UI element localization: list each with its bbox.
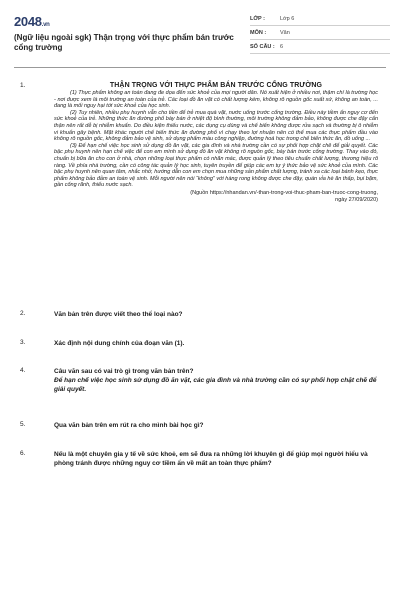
meta-key: SỐ CÂU : — [250, 43, 275, 50]
question-number: 4. — [20, 367, 26, 374]
meta-value: 6 — [280, 43, 284, 50]
source-line-1: (Nguồn https://nhandan.vn/-than-trong-voi-thuc-pham-ban-truoc-cong-truong, — [190, 189, 378, 196]
site-logo[interactable] — [14, 14, 50, 29]
passage-paragraph-1: (1) Thực phẩm không an toàn đang đe dọa đến sức khoẻ của mọi người dân. Nó xuất hiện ở nhiều nơi, thậm chí là trường học - nơi được xem là môi trường an toàn của trẻ. Các loại đồ ăn vặt có chất lượng kém, không rõ nguồn gốc xuất xứ, không an toàn, ... đang là mối nguy hại tới sức khoẻ của học sinh. — [54, 90, 378, 110]
passage-paragraph-3: (3) Để hạn chế việc học sinh sử dụng đồ ăn vặt, các gia đình và nhà trường cần có sự phối hợp chặt chẽ để giải quyết. Các bậc phụ huynh nên hạn chế việc để con em mình sử dụng đồ ăn vặt không rõ nguồn gốc, bày bán trước cổng trường. Thay vào đó, chuẩn bị bữa ăn cho con ở nhà, chọn những loại thực phẩm có nhãn mác, được quản lý theo tiêu chuẩn chất lượng, thương hiệu rõ ràng. Về phía nhà trường, cần có công tác quản lý học sinh, tuyên truyền để giúp các em tự ý thức bảo vệ sức khoẻ của mình. Các bậc phụ huynh nên quan tâm, nhắc nhở, hướng dẫn con em chọn mua những sản phẩm chất lượng, tránh xa các loại bánh kẹo, thực phẩm không bảo đảm an toàn vệ sinh. Mỗi người nên nói “không” với hàng rong không được che đậy, quán vỉa hè ăn thấp, bụi bặm, gần cống rãnh, thiếu nước sạch. — [54, 142, 378, 189]
question-text: Xác định nội dung chính của đoạn văn (1). — [54, 340, 185, 347]
meta-value: Lớp 6 — [280, 15, 295, 22]
meta-table — [250, 12, 390, 54]
document-title: (Ngữ liệu ngoài sgk) Thận trọng với thực phẩm bán trước cổng trường — [14, 33, 234, 52]
question-number: 2. — [20, 310, 26, 317]
meta-row-subject — [250, 26, 390, 40]
meta-row-class — [250, 12, 390, 26]
logo-main: 2048 — [14, 14, 42, 29]
source-line-2: ngày 27/09/2020) — [335, 196, 378, 203]
question-number: 3. — [20, 339, 26, 346]
logo-suffix: .vn — [41, 22, 50, 28]
meta-value: Văn — [280, 29, 290, 36]
passage-paragraph-2: (2) Tuy nhiên, nhiều phụ huynh vẫn cho tiền để trẻ mua quà vặt, nước uống trước cổng trường. Điều này tiềm ẩn nguy cơ đến sức khoẻ của trẻ. Những thức ăn đường phố bày bán ở nhiệt độ bình thường, môi trường không đảm bảo, không được che đậy cẩn thận nên rất dễ bị nhiễm khuẩn. Do điều kiện thiếu nước, các dụng cụ dùng và chế biến không được rửa sạch và thường bị ô nhiễm vi khuẩn gây bệnh. Mặt khác người chế biến thức ăn đường phố vì chạy theo lợi nhuận nên có thể mua các thực phẩm đầu vào không rõ nguồn gốc, không đảm bảo vệ sinh, sử dụng phẩm màu công nghiệp, đường hoá học trong chế biến thức ăn, đồ uống ... — [54, 109, 378, 143]
question-number: 1. — [20, 82, 26, 89]
header-divider — [14, 67, 386, 68]
passage-source — [54, 190, 378, 203]
meta-key: MÔN : — [250, 29, 267, 36]
question-text: Văn bản trên được viết theo thể loại nào? — [54, 311, 183, 318]
question-text: Qua văn bản trên em rút ra cho mình bài học gì? — [54, 422, 204, 429]
meta-row-count — [250, 40, 390, 54]
question-text: Nếu là một chuyên gia y tế về sức khoẻ, em sẽ đưa ra những lời khuyên gì để giúp mọi người hiểu và phòng tránh được những nguy cơ tiềm ẩn về mất an toàn thực phẩm? — [54, 451, 368, 467]
passage-title: THẬN TRỌNG VỚI THỰC PHẨM BÁN TRƯỚC CỔNG TRƯỜNG — [109, 82, 323, 89]
question-number: 5. — [20, 421, 26, 428]
passage-body — [54, 82, 378, 203]
quoted-sentence: Để hạn chế việc học sinh sử dụng đồ ăn vặt, các gia đình và nhà trường cần có sự phối hợp chặt chẽ để giải quyết. — [54, 377, 377, 393]
meta-key: LỚP : — [250, 15, 265, 22]
question-number: 6. — [20, 450, 26, 457]
question-text: Câu văn sau có vai trò gì trong văn bản trên? — [54, 368, 194, 375]
